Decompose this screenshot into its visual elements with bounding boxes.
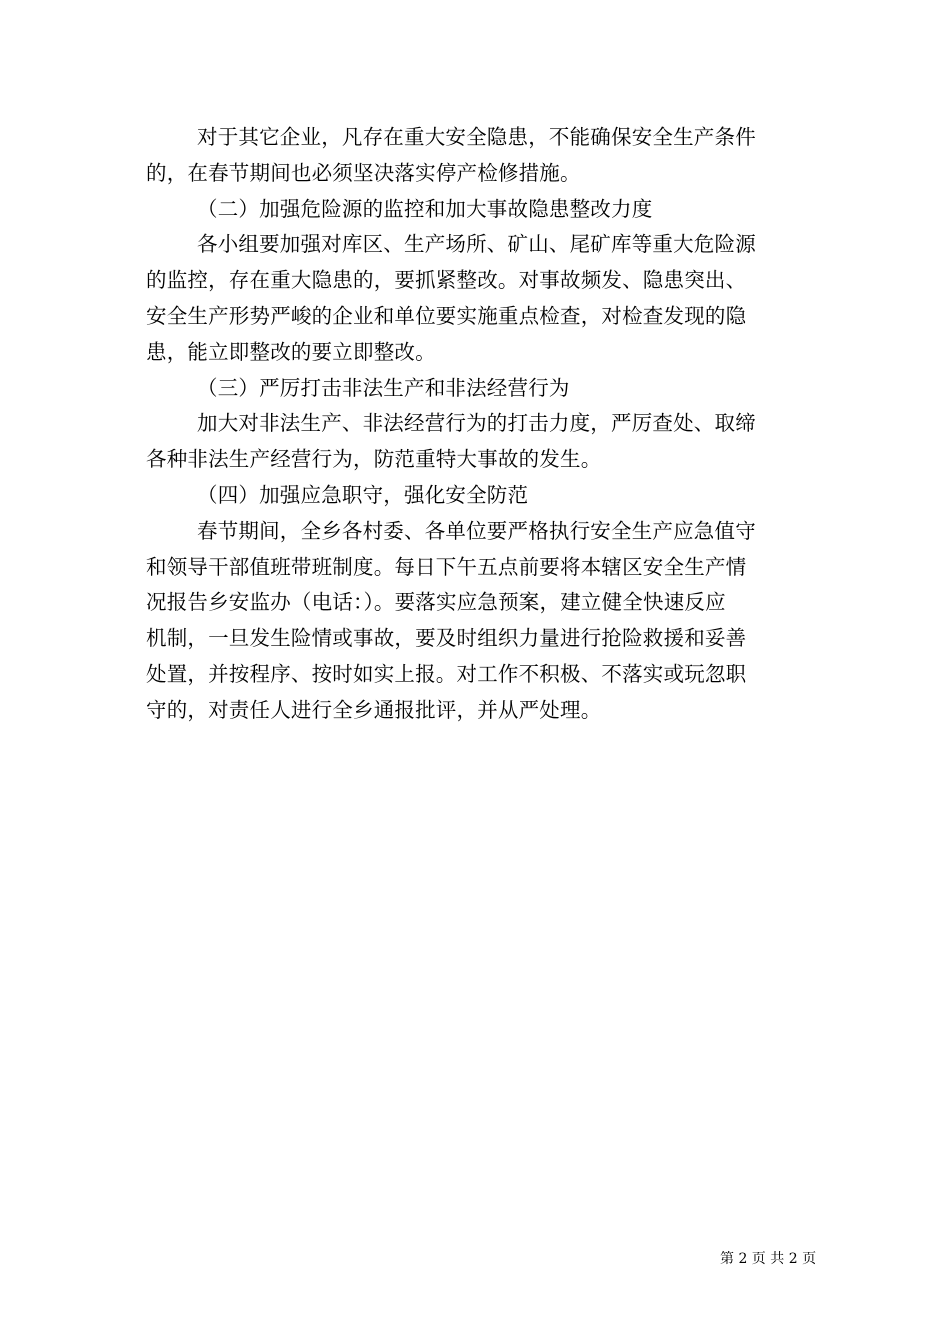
paragraph-line: 机制，一旦发生险情或事故，要及时组织力量进行抢险救援和妥善: [146, 626, 747, 651]
paragraph-line: 对于其它企业，凡存在重大安全隐患，不能确保安全生产条件: [197, 125, 756, 149]
paragraph-line: 加大对非法生产、非法经营行为的打击力度，严厉查处、取缔: [197, 411, 756, 436]
paragraph-line: 患，能立即整改的要立即整改。: [146, 339, 436, 364]
section-heading: （二）加强危险源的监控和加大事故隐患整改力度: [197, 196, 653, 221]
section-heading: （三）严厉打击非法生产和非法经营行为: [197, 375, 570, 400]
paragraph-line: 春节期间，全乡各村委、各单位要严格执行安全生产应急值守: [197, 518, 756, 543]
paragraph-line: 的，在春节期间也必须坚决落实停产检修措施。: [146, 160, 581, 185]
page-number-footer: 第 2 页 共 2 页: [720, 1251, 817, 1267]
paragraph-line: 处置，并按程序、按时如实上报。对工作不积极、不落实或玩忽职: [146, 661, 747, 686]
paragraph-line: 各种非法生产经营行为，防范重特大事故的发生。: [146, 447, 602, 472]
paragraph-line: 守的，对责任人进行全乡通报批评，并从严处理。: [146, 697, 602, 722]
paragraph-line: 和领导干部值班带班制度。每日下午五点前要将本辖区安全生产情: [146, 554, 747, 579]
section-heading: （四）加强应急职守，强化安全防范: [197, 482, 529, 507]
paragraph-line: 各小组要加强对库区、生产场所、矿山、尾矿库等重大危险源: [197, 232, 756, 257]
document-body: [146, 120, 826, 729]
paragraph-line: 况报告乡安监办（电话：）。要落实应急预案，建立健全快速反应: [146, 590, 726, 615]
paragraph-line: 安全生产形势严峻的企业和单位要实施重点检查，对检查发现的隐: [146, 303, 747, 328]
paragraph-line: 的监控，存在重大隐患的，要抓紧整改。对事故频发、隐患突出、: [146, 268, 747, 293]
